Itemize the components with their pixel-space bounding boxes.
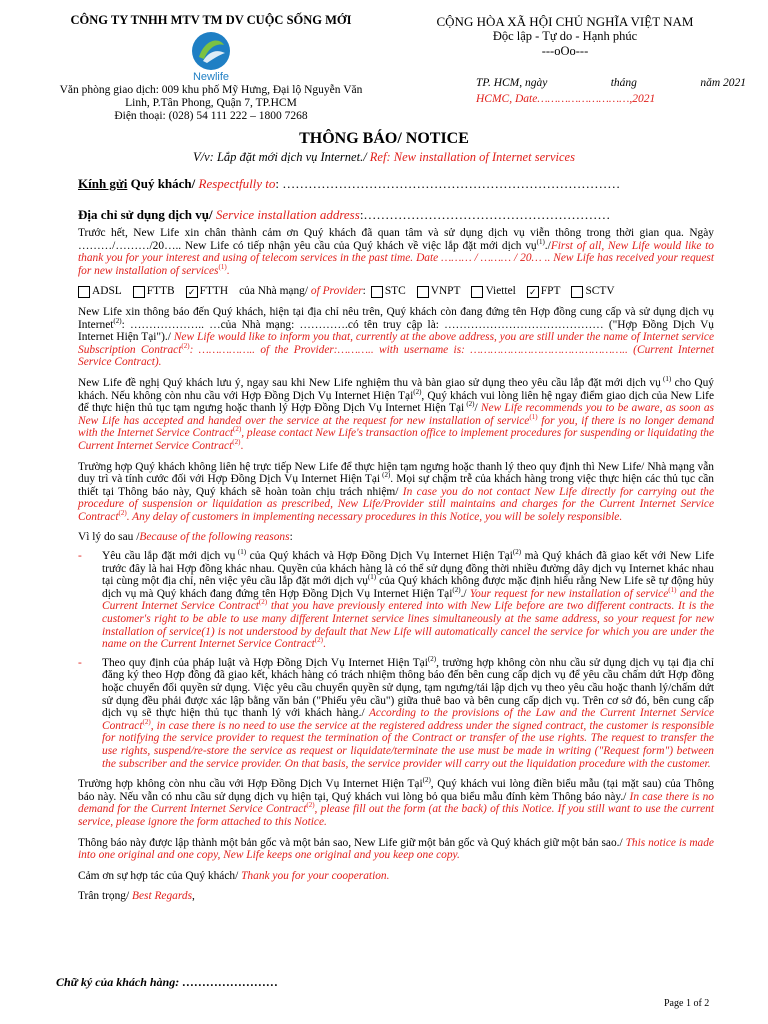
greeting-vn: Kính gửi: [78, 176, 128, 191]
newlife-logo-icon: [189, 29, 233, 73]
paragraph-thanks-cooperation: Cảm ơn sự hợp tác của Quý khách/ Thank you for your cooperation.: [78, 869, 390, 882]
paragraph-recommendation: New Life đề nghị Quý khách lưu ý, ngay sau khi New Life nghiệm thu và bàn giao sử dụng theo yêu cầu lắp đặt mới dịch vụ $^{(1)}$ cho Quý khách. Nếu không còn nhu cầu với Hợp Đồng Dịch Vụ Internet Hiện Tại$^{(2)}$, Quý khách vui lòng liên hệ ngay điểm giao dịch của New Life để thực hiện thủ tục tạm ngưng hoặc thanh lý Hợp Đồng Dịch Vụ Internet Hiện Tại $^{(2)}$/ New Life recommends you to be aware, as soon as New Life has accepted and handed over the service at the request for new installation of service$^{(1)}$ for you, if there is no longer demand with the Internet Service Contract$^{(2)}$, please contact New Life's transaction office to implement procedures for suspending or liquidating the Current Internet Service Contract$^{(2)}$.: [78, 375, 714, 452]
paragraph-regards: Trân trọng/ Best Regards,: [78, 890, 195, 903]
service-checkboxes: [78, 285, 714, 298]
reason-item: - Yêu cầu lắp đặt mới dịch vụ $^{(1)}$ của Quý khách và Hợp Đồng Dịch Vụ Internet Hiện Tại$^{(2)}$ mà Quý khách đã giao kết với New Life trước đây là hai Hợp đồng khác nhau. Quyền của khách hàng là có thể sử dụng đồng thời nhiều đường dây dịch vụ Internet khác nhau tại cùng một địa chỉ, nên việc yêu cầu lắp đặt mới dịch vụ$^{(1)}$ của Quý khách không được mặc định hiểu rằng New Life sẽ tự động hủy dịch vụ mà Quý khách đang đứng tên Hợp Đồng Dịch Vụ Internet Hiện Tại$^{(2)}$./ Your request for new installation of service$^{(1)}$ and the Current Internet Service Contract$^{(2)}$ that you have previously entered into with New Life before are two different contracts. It is the customer's right to be able to use many different Internet service lines simultaneously at the same address, so your request for new installation of service(1) is not understood by default that New Life will automatically cancel the service for which you are under the name on the Current Internet Service Contract$^{(2)}$.: [78, 548, 714, 651]
checkbox-fttb[interactable]: FTTB: [133, 285, 175, 298]
company-name: CÔNG TY TNHH MTV TM DV CUỘC SỐNG MỚI: [70, 13, 352, 27]
checkbox-box[interactable]: [371, 286, 383, 298]
greeting-en: Respectfully to: [195, 176, 276, 191]
logo-text: Newlife: [192, 71, 230, 83]
paragraph-no-contact: Trường hợp Quý khách không liên hệ trực tiếp New Life để thực hiện tạm ngưng hoặc thanh lý theo quy định thì New Life/ Nhà mạng vẫn duy trì và tính cước đối với Hợp Đồng Dịch Vụ Internet Hiện Tại $^{(2)}$. Mọi sự chậm trễ của khách hàng trong việc thực hiện các thủ tục cần thiết tại Thông báo này, Quý khách sẽ hoàn toàn chịu trách nhiệm/ In case you do not contact New Life directly for carrying out the procedure of suspension or liquidation as prescribed, New Life/Provider still maintains and charges for the Current Internet Service Contract$^{(2)}$. Any delay of customers in implementing necessary procedures in this Notice, you will be solely responsible.: [78, 460, 714, 523]
notice-body: [78, 227, 714, 911]
phone-line: Điện thoại: (028) 54 111 222 – 1800 7268: [114, 110, 308, 122]
paragraph-current-contract: New Life xin thông báo đến Quý khách, hiện tại địa chỉ nêu trên, Quý khách còn đang đứng tên Hợp đồng cung cấp và sử dụng dịch vụ Internet$^{(2)}$: ……………….. …của Nhà mạng: ………….có tên truy cập là: …………………………………… ("Hợp Đồng Dịch Vụ Internet Hiện Tại")./ New Life would like to inform you that, currently at the above address, you are still under the name of Internet service Subscription Contract$^{(2)}$: …………….. of the Provider:……….. with username is: ……………………………………….. (Current Internet Service Contract).: [78, 305, 714, 369]
office-address-line1: Văn phòng giao dịch: 009 khu phố Mỹ Hưng, Đại lộ Nguyễn Văn: [59, 84, 363, 96]
nation-motto: Độc lập - Tự do - Hạnh phúc: [492, 29, 638, 43]
date-vn-month: tháng: [610, 77, 637, 89]
subtitle-vn: V/v: Lắp đặt mới dịch vụ Internet./: [193, 150, 367, 164]
checkbox-box[interactable]: [417, 286, 429, 298]
page-number: Page 1 of 2: [664, 998, 710, 1009]
checkbox-ftth[interactable]: ✓ FTTH: [186, 285, 228, 298]
checkbox-viettel[interactable]: Viettel: [471, 285, 515, 298]
date-vn-city: TP. HCM, ngày: [476, 77, 548, 89]
nation-separator: ---oOo---: [541, 44, 589, 58]
date-line: [476, 75, 746, 107]
checkbox-vnpt[interactable]: VNPT: [417, 285, 461, 298]
address-line: [78, 207, 610, 223]
date-en: HCMC, Date………………………,2021: [476, 93, 656, 105]
address-en: Service installation address: [212, 207, 360, 222]
company-header: [48, 14, 374, 123]
checkbox-stc[interactable]: STC: [371, 285, 406, 298]
nation-title: CỘNG HÒA XÃ HỘI CHỦ NGHĨA VIỆT NAM: [436, 14, 694, 29]
checkbox-box[interactable]: [471, 286, 483, 298]
checkbox-box[interactable]: [78, 286, 90, 298]
office-address-line2: Linh, P.Tân Phong, Quận 7, TP.HCM: [125, 97, 297, 109]
paragraph-thanks: Trước hết, New Life xin chân thành cảm ơn Quý khách đã quan tâm và sử dụng dịch vụ viễn thông trong thời gian qua. Ngày ………/………/20….. New Life có tiếp nhận yêu cầu của Quý khách về việc lắp đặt mới dịch vụ$^{(1)}$./First of all, New Life would like to thank you for your interest and using of telecom services in the past time. Date ……… / ……… / 20… .. New Life has received your request for new installation of services$^{(1)}$.: [78, 227, 714, 277]
greeting-dots: : ……………………………………………………………………: [275, 176, 621, 191]
paragraph-copies: Thông báo này được lập thành một bản gốc và một bản sao, New Life giữ một bản gốc và Quý khách giữ một bản sao./ This notice is made into one original and one copy, New Life keeps one original and you keep one copy.: [78, 836, 714, 862]
customer-signature-line[interactable]: Chữ ký của khách hàng: ……………………: [56, 975, 279, 989]
nation-header: [390, 14, 740, 59]
checkbox-box[interactable]: [571, 286, 583, 298]
notice-title: THÔNG BÁO/ NOTICE: [299, 130, 469, 147]
provider-label: của Nhà mạng/ of Provider:: [239, 285, 366, 298]
bullet-dash-icon: -: [78, 550, 82, 563]
reasons-heading: Vì lý do sau /Because of the following reasons:: [78, 531, 293, 544]
checkbox-sctv[interactable]: SCTV: [571, 285, 614, 298]
bullet-dash-icon: -: [78, 656, 82, 669]
subtitle-en: Ref: New installation of Internet services: [366, 150, 575, 164]
paragraph-form-instruction: Trường hợp không còn nhu cầu với Hợp Đồng Dịch Vụ Internet Hiện Tại$^{(2)}$, Quý khách vui lòng điền biểu mẫu (tại mặt sau) của Thông báo này. Nếu vẫn có nhu cầu sử dụng dịch vụ hiện tại, Quý khách vui lòng bỏ qua biểu mẫu đính kèm Thông báo này./ In case there is no demand for the Current Internet Service Contract$^{(2)}$, please fill out the form (at the back) of this Notice. If you still want to use the current service, please ignore the form attached to this Notice.: [78, 776, 715, 828]
greeting-vn2: Quý khách/: [127, 176, 196, 191]
checkbox-adsl[interactable]: ADSL: [78, 285, 122, 298]
notice-subtitle: [0, 150, 768, 165]
greeting-line: [78, 176, 620, 192]
address-dots: :…………………………………………………: [359, 207, 611, 222]
date-vn-year: năm 2021: [700, 77, 746, 89]
checkbox-fpt[interactable]: ✓ FPT: [527, 285, 561, 298]
reason-item: - Theo quy định của pháp luật và Hợp Đồng Dịch Vụ Internet Hiện Tại$^{(2)}$, trường hợp không còn nhu cầu sử dụng dịch vụ tại địa chỉ đăng ký theo Hợp đồng đã giao kết, khách hàng có trách nhiệm thông báo đến bên cung cấp dịch vụ để yêu cầu chấm dứt Hợp đồng hoặc chuyển đổi quyền sử dụng. Việc yêu cầu chuyển quyền sử dụng, tạm ngưng/tái lập dịch vụ theo yêu cầu hoặc thanh lý/chấm dứt sử dụng đều phải được xác lập bằng văn bản ("Phiếu yêu cầu") giữa thuê bao và bên cung cấp dịch vụ. Trên cơ sở đó, bên cung cấp dịch vụ sẽ thực hiện thủ tục thanh lý với khách hàng./ According to the provisions of the Law and the Current Internet Service Contract$^{(2)}$, in case there is no need to use the service at the registered address under the signed contract, the customer is responsible for notifying the service provider to request the termination of the Contract or transfer of the use rights. The request to transfer the use rights, suspend/re-store the service as request or liquidate/terminate the use must be made in writing ("Request form") between the subscriber and the service provider. On that basis, the service provider will carry out the liquidation procedure with the customer.: [78, 655, 715, 770]
checked-box-icon[interactable]: ✓: [527, 286, 539, 298]
checked-box-icon[interactable]: ✓: [186, 286, 198, 298]
checkbox-box[interactable]: [133, 286, 145, 298]
address-vn: Địa chỉ sử dụng dịch vụ/: [78, 207, 213, 222]
